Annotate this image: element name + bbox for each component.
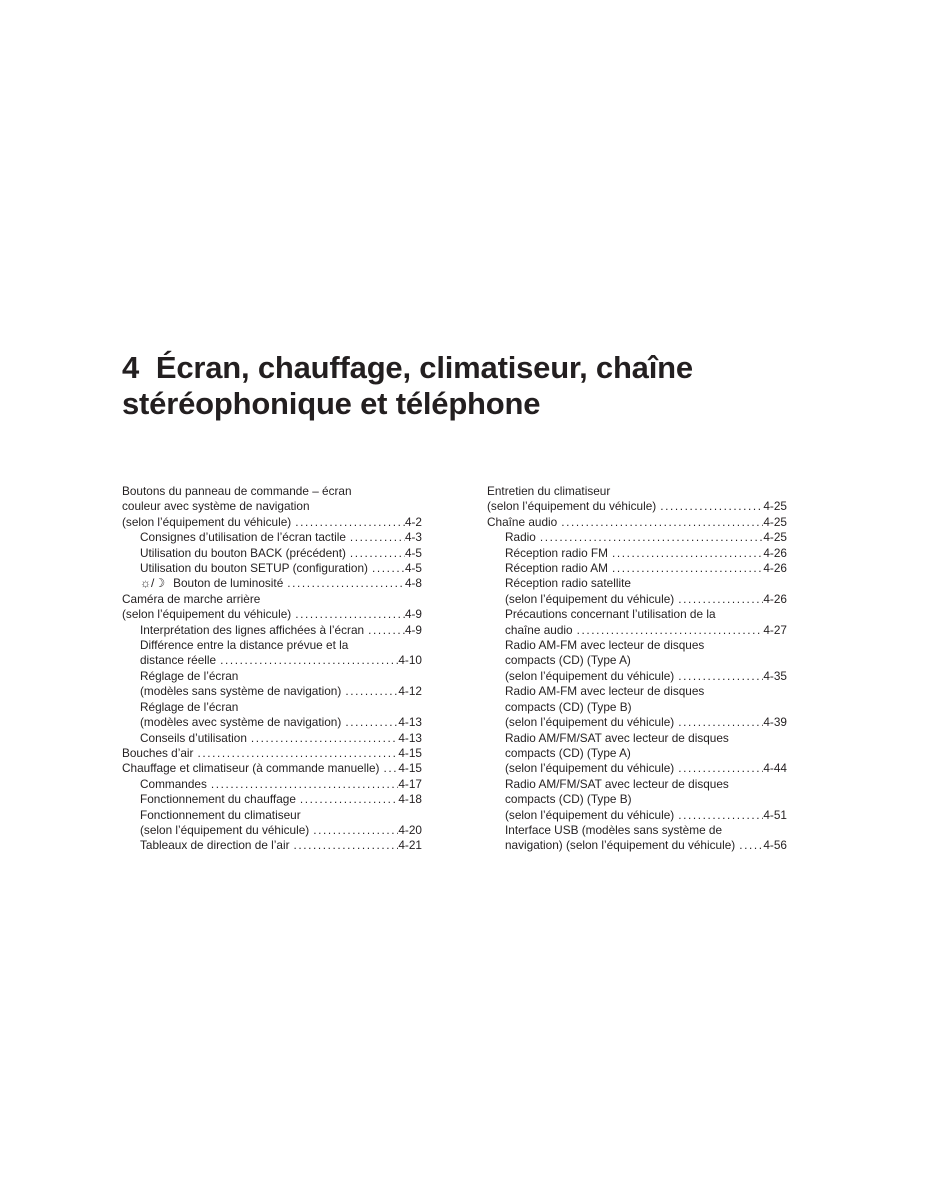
toc-page-number: 4-10 [398,653,422,668]
toc-page-number: 4-25 [763,514,787,529]
toc-entry-line [140,823,422,838]
toc-left-column [122,484,422,854]
toc-page-number: 4-2 [404,514,422,529]
toc-entry-line [505,761,787,776]
toc-entry-text: compacts (CD) (Type B) [505,792,632,807]
toc-entry-text: Réglage de l’écran [140,699,239,714]
toc-entry[interactable] [122,530,422,545]
toc-page-number: 4-51 [763,807,787,822]
toc-entry-text: Radio AM/FM/SAT avec lecteur de disques [505,776,729,791]
toc-entry-label: Commandes [140,776,207,791]
dot-leader [193,746,398,761]
toc-entry[interactable] [122,623,422,638]
toc-entry-text: compacts (CD) (Type A) [505,745,631,760]
toc-entry[interactable] [487,484,787,515]
toc-page-number: 4-26 [763,545,787,560]
toc-entry[interactable] [122,561,422,576]
toc-page-number: 4-17 [398,776,422,791]
toc-right-column [487,484,787,854]
toc-page-number: 4-5 [404,561,422,576]
dot-leader [608,546,763,561]
toc-entry-label: Utilisation du bouton BACK (précédent) [140,545,346,560]
toc-entry-line [140,838,422,853]
toc-entry-text [487,499,656,514]
toc-entry-text: compacts (CD) (Type A) [505,653,631,668]
toc-entry-text [140,653,216,668]
toc-page-number: 4-15 [398,745,422,760]
dot-leader [207,777,398,792]
toc-entry-line [140,546,422,561]
dot-leader [674,669,763,684]
dot-leader [216,653,398,668]
dot-leader [536,530,764,545]
toc-entry-text: Radio AM-FM avec lecteur de disques [505,638,705,653]
toc-entry-label: (selon l’équipement du véhicule) [505,668,675,683]
toc-entry-text: Réception radio satellite [505,576,631,591]
chapter-title [122,350,842,422]
toc-page-number: 4-27 [763,622,787,637]
toc-entry-label: (selon l’équipement du véhicule) [505,807,675,822]
toc-entry-label: Consignes d’utilisation de l’écran tactile [140,530,346,545]
toc-page-number: 4-18 [398,792,422,807]
toc-entry-text [140,561,368,576]
dot-leader [291,515,405,530]
toc-entry[interactable] [122,638,422,669]
toc-entry-label: (selon l’équipement du véhicule) [505,761,675,776]
toc-entry[interactable] [487,607,787,638]
toc-entry[interactable] [487,561,787,576]
toc-entry-text: compacts (CD) (Type B) [505,699,632,714]
toc-entry-text [140,623,364,638]
toc-entry[interactable] [487,731,787,777]
dot-leader [346,546,405,561]
toc-page-number: 4-56 [763,838,787,853]
toc-entry-text [505,561,608,576]
toc-entry-text: Fonctionnement du climatiseur [140,807,301,822]
toc-entry-label: (selon l’équipement du véhicule) [487,499,657,514]
toc-entry-line [505,623,787,638]
toc-entry[interactable] [487,823,787,854]
toc-entry-text [505,592,674,607]
toc-entry[interactable] [487,684,787,730]
toc-page-number: 4-21 [398,838,422,853]
toc-entry-text: Boutons du panneau de commande – écran [122,484,352,498]
toc-page-number: 4-13 [398,715,422,730]
toc-entry-label: Chauffage et climatiseur (à commande manuelle) [122,761,380,776]
dot-leader [364,623,405,638]
toc-page-number: 4-26 [763,591,787,606]
toc-page-number: 4-9 [404,622,422,637]
toc-entry-text: couleur avec système de navigation [122,499,310,514]
toc-entry[interactable] [122,576,422,591]
toc-entry-text [140,546,346,561]
toc-entry-label: (selon l’équipement du véhicule) [122,514,292,529]
toc-entry-text: Entretien du climatiseur [487,484,611,498]
toc-entry[interactable] [487,576,787,607]
toc-page-number: 4-20 [398,822,422,837]
toc-entry-label: (modèles avec système de navigation) [140,715,342,730]
toc-entry-label: Fonctionnement du chauffage [140,792,296,807]
dot-leader [346,530,405,545]
toc-entry[interactable] [122,546,422,561]
dot-leader [296,792,398,807]
toc-entry[interactable] [487,638,787,684]
toc-page-number: 4-39 [763,715,787,730]
toc-entry[interactable] [122,746,422,761]
toc-entry-line [505,715,787,730]
chapter-title-line-2: stéréophonique et téléphone [122,386,541,421]
toc-entry-label: (selon l’équipement du véhicule) [122,607,292,622]
dot-leader [573,623,764,638]
toc-entry-label: Interprétation des lignes affichées à l’écran [140,622,365,637]
toc-entry-text [505,761,674,776]
toc-entry-text [140,715,341,730]
toc-entry-text: Différence entre la distance prévue et la [140,638,349,653]
toc-entry[interactable] [487,515,787,530]
toc-entry-text [505,623,573,638]
toc-page-number: 4-35 [763,668,787,683]
dot-leader [290,838,399,853]
toc-page-number: 4-5 [404,545,422,560]
toc-entry[interactable] [122,761,422,776]
toc-entry-line [140,623,422,638]
dot-leader [557,515,763,530]
toc-entry-line [122,746,422,761]
toc-entry-label: Bouches d’air [122,745,194,760]
toc-entry-text [140,576,283,591]
chapter-number: 4 [122,350,140,385]
toc-page-number: 4-13 [398,730,422,745]
dot-leader [674,592,763,607]
dot-leader [379,761,398,776]
chapter-title-text-1: Écran, chauffage, climatiseur, chaîne [155,350,693,385]
toc-entry-label: chaîne audio [505,622,573,637]
toc-entry-line [140,561,422,576]
toc-page-number: 4-12 [398,684,422,699]
toc-entry-text: Interface USB (modèles sans système de [505,822,723,837]
toc-entry-line [140,576,422,591]
toc-entry-text [140,792,296,807]
toc-entry-label: navigation) (selon l’équipement du véhicule) [505,838,736,853]
dot-leader [309,823,398,838]
toc-entry-text [122,515,291,530]
toc-entry-text [505,546,608,561]
dot-leader [735,838,763,853]
toc-entry-line [505,546,787,561]
toc-entry-text [505,530,536,545]
toc-entry-line [140,684,422,699]
toc-page-number: 4-9 [404,607,422,622]
dot-leader [247,731,398,746]
toc-entry-line [122,515,422,530]
toc-entry-text [140,838,290,853]
toc-entry[interactable] [487,777,787,823]
toc-entry-label: Réception radio AM [505,561,608,576]
toc-entry-text [505,838,735,853]
toc-page-number: 4-15 [398,761,422,776]
toc-entry-text [140,777,207,792]
toc-entry-line [505,808,787,823]
toc-entry-line [140,792,422,807]
dot-leader [368,561,405,576]
chapter-title-line-1 [122,350,693,385]
toc-entry[interactable] [487,530,787,545]
toc-entry-line [505,561,787,576]
toc-entry-line [140,530,422,545]
toc-entry-label: Radio [505,530,536,545]
toc-entry-label: distance réelle [140,653,217,668]
toc-entry-text [505,715,674,730]
dot-leader [674,715,763,730]
toc-entry-label: (selon l’équipement du véhicule) [140,822,310,837]
toc-entry[interactable] [122,792,422,807]
toc-entry-text [122,607,291,622]
toc-entry[interactable] [122,731,422,746]
dot-leader [283,576,405,591]
toc-entry-label: Réception radio FM [505,545,608,560]
toc-entry-line [140,777,422,792]
toc-entry[interactable] [487,546,787,561]
toc-entry-label: Tableaux de direction de l’air [140,838,290,853]
dot-leader [656,499,763,514]
toc-page-number: 4-3 [404,530,422,545]
toc-entry-label: Bouton de luminosité [173,576,284,591]
toc-entry-text: Radio AM-FM avec lecteur de disques [505,684,705,699]
toc-entry[interactable] [122,592,422,623]
toc-entry-line [140,731,422,746]
toc-entry-text [140,684,341,699]
dot-leader [341,684,398,699]
toc-entry-text [140,731,247,746]
toc-entry-label: Chaîne audio [487,514,558,529]
toc-entry-text [140,823,309,838]
toc-entry-text [505,808,674,823]
dot-leader [341,715,398,730]
toc-entry[interactable] [122,700,422,731]
dot-leader [674,761,763,776]
toc-entry-line [505,592,787,607]
toc-entry-text [505,669,674,684]
toc-entry[interactable] [122,808,422,839]
toc-entry[interactable] [122,838,422,853]
toc-page-number: 4-26 [763,561,787,576]
toc-entry-text: Radio AM/FM/SAT avec lecteur de disques [505,730,729,745]
dot-leader [608,561,763,576]
toc-entry-line [505,838,787,853]
toc-entry-line [122,607,422,622]
toc-entry-line [140,653,422,668]
toc-entry-text: Réglage de l’écran [140,668,239,683]
toc-entry-text [487,515,557,530]
toc-entry-line [140,715,422,730]
brightness-icon: ☼/☽ [140,576,166,591]
toc-entry-line [487,499,787,514]
toc-page-number: 4-8 [404,576,422,591]
dot-leader [674,808,763,823]
toc-page-number: 4-44 [763,761,787,776]
dot-leader [291,607,405,622]
toc-entry-line [122,761,422,776]
toc-entry-label: (selon l’équipement du véhicule) [505,715,675,730]
toc-page-number: 4-25 [763,530,787,545]
toc-entry-label: Conseils d’utilisation [140,730,247,745]
toc-entry-text [122,746,193,761]
toc-entry[interactable] [122,777,422,792]
toc-entry-label: (modèles sans système de navigation) [140,684,342,699]
toc-entry-line [487,515,787,530]
toc-entry-label: (selon l’équipement du véhicule) [505,591,675,606]
toc-entry-label: Utilisation du bouton SETUP (configuration) [140,561,368,576]
toc-entry[interactable] [122,669,422,700]
toc-page-number: 4-25 [763,499,787,514]
toc-entry-line [505,530,787,545]
toc-entry-text [122,761,379,776]
toc-entry-text [140,530,346,545]
toc-entry-line [505,669,787,684]
toc-entry-text: Précautions concernant l’utilisation de la [505,607,716,622]
toc-entry-text: Caméra de marche arrière [122,591,261,606]
toc-entry[interactable] [122,484,422,530]
